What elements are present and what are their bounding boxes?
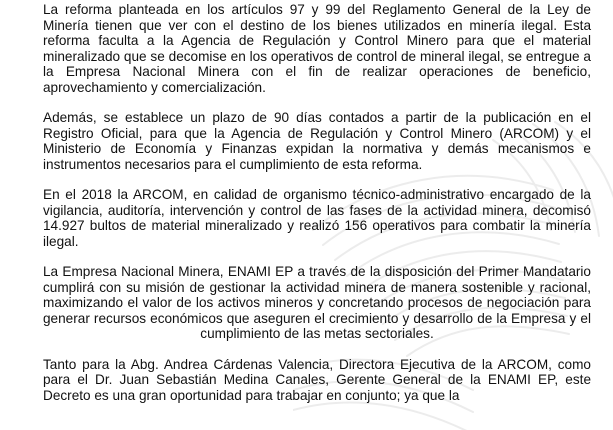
paragraph-arcom-2018: En el 2018 la ARCOM, en calidad de organismo técnico-administrativo encargado de la vigilancia, auditoría, intervención y control de las fases de la actividad minera, decomisó 14.927 bultos de material mineralizado y realizó 156 operativos para combatir la minería ilegal. — [43, 187, 591, 249]
paragraph-reforma: La reforma planteada en los artículos 97 y 99 del Reglamento General de la Ley de Minería tienen que ver con el destino de los bienes utilizados en minería ilegal. Esta reforma faculta a la Agencia de Regulación y Control Minero para que el material mineralizado que se decomise en los operativos de control de mineral ilegal, se entregue a la Empresa Nacional Minera con el fin de realizar operaciones de beneficio, aprovechamiento y comercialización. — [43, 2, 591, 95]
paragraph-enami: La Empresa Nacional Minera, ENAMI EP a través de la disposición del Primer Mandatario cumplirá con su misión de gestionar la actividad minera de manera sostenible y racional, maximizando el valor de los activos mineros y concretando procesos de negociación para generar recursos económicos que aseguren el crecimiento y desarrollo de la Empresa y el cumplimiento de las metas sectoriales. — [43, 264, 591, 341]
document-body — [43, 0, 591, 418]
paragraph-autoridades: Tanto para la Abg. Andrea Cárdenas Valencia, Directora Ejecutiva de la ARCOM, como para el Dr. Juan Sebastián Medina Canales, Gerente General de la ENAMI EP, este Decreto es una gran oportunidad para trabajar en conjunto; ya que la — [43, 356, 591, 403]
paragraph-plazo: Además, se establece un plazo de 90 días contados a partir de la publicación en el Registro Oficial, para que la Agencia de Regulación y Control Minero (ARCOM) y el Ministerio de Economía y Finanzas expidan la normativa y demás mecanismos e instrumentos necesarios para el cumplimiento de esta reforma. — [43, 110, 591, 172]
